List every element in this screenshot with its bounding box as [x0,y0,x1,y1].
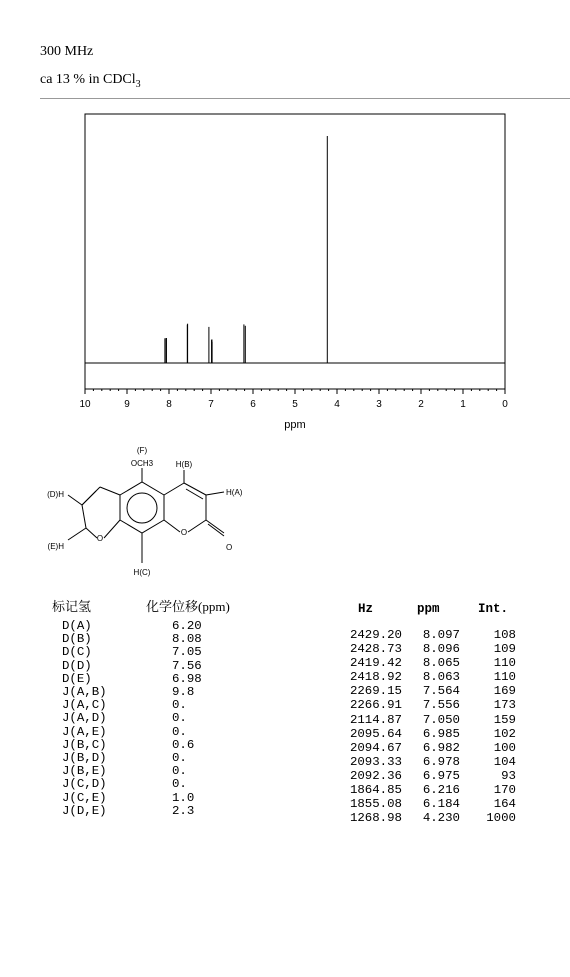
x-tick-label-6: 6 [250,399,256,410]
peak-int: 110 [493,670,516,685]
peak-ppm: 6.184 [422,797,460,812]
peak-ppm: 6.216 [422,783,460,798]
assignment-label: J(A,E) [62,724,107,739]
peak-hz: 2419.42 [349,656,402,671]
peak-hz: 2094.67 [349,740,402,755]
peak-row [342,811,516,825]
peak-header-ppm: ppm [417,602,440,616]
assignment-label: J(A,D) [62,711,107,726]
label-furan-O: O [96,534,104,543]
peak-hz: 2269.15 [349,684,402,699]
assignment-value: 9.8 [172,685,195,700]
peak-ppm: 7.050 [422,712,460,727]
x-tick-label-5: 5 [292,399,298,410]
solvent-text: ca 13 % in CDCl [40,72,136,87]
peak-ppm: 4.230 [422,811,460,826]
peak-hz: 2093.33 [349,754,402,769]
assignment-row [62,646,202,659]
peak-table [342,628,516,825]
peak-row [342,670,516,684]
x-tick-label-0: 0 [502,399,508,410]
peak-int: 169 [493,684,516,699]
label-ring-O: O [180,528,188,537]
peak-int: 110 [493,656,516,671]
assignment-value: 0.6 [172,737,195,752]
x-tick-label-4: 4 [334,399,340,410]
peak-hz: 1864.85 [349,783,402,798]
assignment-label: J(C,D) [62,777,107,792]
assignment-value: 8.08 [172,632,202,647]
solvent-subscript: 3 [135,78,141,90]
assignment-label: J(A,C) [62,698,107,713]
peak-hz: 2095.64 [349,726,402,741]
peak-row [342,698,516,712]
peak-row [342,684,516,698]
peak-row [342,741,516,755]
assignment-value: 7.05 [172,645,202,660]
peak-row [342,656,516,670]
peak-ppm: 6.985 [422,726,460,741]
label-F: (F) [136,446,148,455]
peak-int: 164 [493,797,516,812]
assignment-row [62,778,202,791]
peak-int: 104 [493,754,516,769]
peak-hz: 2428.73 [349,642,402,657]
peak-header-hz: Hz [358,602,374,616]
assignment-label: J(B,D) [62,751,107,766]
label-HB: H(B) [175,460,193,469]
peak-row [342,755,516,769]
peak-int: 108 [493,628,516,642]
assignment-row [62,805,202,818]
assignment-value: 0. [172,711,187,726]
peak-row [342,713,516,727]
peak-row [342,797,516,811]
assignment-label: J(D,E) [62,803,107,818]
assignment-label: D(A) [62,619,92,633]
assignment-row [62,660,202,673]
peak-hz: 2418.92 [349,670,402,685]
assignment-row [62,726,202,739]
x-axis-label: ppm [284,419,306,431]
assignment-value: 0. [172,751,187,766]
assignment-value: 0. [172,764,187,779]
assignment-row [62,792,202,805]
label-DH: (D)H [47,490,64,499]
peak-row [342,642,516,656]
assignment-row [62,712,202,725]
assignment-label: D(B) [62,632,92,647]
peak-hz: 2092.36 [349,768,402,783]
peak-ppm: 8.096 [422,642,460,657]
x-tick-label-8: 8 [166,399,172,410]
peak-row [342,769,516,783]
peak-hz: 1855.08 [349,797,402,812]
label-HC: H(C) [133,568,151,577]
peak-ppm: 6.978 [422,754,460,769]
x-tick-label-9: 9 [124,399,130,410]
label-methoxy: OCH3 [130,459,154,468]
peak-ppm: 8.065 [422,656,460,671]
spectrometer-frequency: 300 MHz [40,44,94,59]
peak-int: 173 [493,698,516,713]
assignment-value: 7.56 [172,658,202,673]
assignment-label: D(E) [62,671,92,686]
assignment-value: 0. [172,724,187,739]
assignment-value: 1.0 [172,790,195,805]
peak-int: 159 [493,712,516,727]
assignment-label: J(A,B) [62,685,107,700]
peak-int: 1000 [486,811,516,826]
peak-hz: 1268.98 [349,811,402,826]
peak-int: 100 [493,740,516,755]
x-tick-label-2: 2 [418,399,424,410]
x-tick-label-1: 1 [460,399,466,410]
peak-hz: 2114.87 [349,712,402,727]
peak-row [342,628,516,642]
peak-ppm: 8.063 [422,670,460,685]
peak-int: 109 [493,642,516,657]
assignment-value: 0. [172,698,187,713]
assignment-label: J(B,E) [62,764,107,779]
assignment-value: 2.3 [172,803,195,818]
aromatic-circle [127,493,157,523]
peak-int: 170 [493,783,516,798]
x-tick-label-10: 10 [79,399,91,410]
assign-header-shift: 化学位移(ppm) [146,599,230,614]
assignment-value: 0. [172,777,187,792]
peak-int: 102 [493,726,516,741]
assignment-label: J(B,C) [62,737,107,752]
structure-bonds [68,468,224,563]
peak-row [342,783,516,797]
assignment-value: 6.20 [172,619,202,633]
assignment-table [62,620,202,818]
peak-ppm: 7.564 [422,684,460,699]
assignment-label: J(C,E) [62,790,107,805]
peak-ppm: 8.097 [422,628,460,642]
peak-ppm: 7.556 [422,698,460,713]
peak-header-int: Int. [478,602,509,616]
assignment-label: D(C) [62,645,92,660]
peak-ppm: 6.982 [422,740,460,755]
x-tick-label-3: 3 [376,399,382,410]
assignment-value: 6.98 [172,671,202,686]
peak-hz: 2429.20 [349,628,402,642]
peak-hz: 2266.91 [349,698,402,713]
peak-ppm: 6.975 [422,768,460,783]
assign-header-label: 标记氢 [52,599,92,614]
label-carbonyl-O: O [226,543,233,552]
x-tick-label-7: 7 [208,399,214,410]
assignment-label: D(D) [62,658,92,673]
peak-int: 93 [501,768,516,783]
label-HA: H(A) [226,488,243,497]
label-EH: (E)H [47,542,64,551]
peak-row [342,727,516,741]
